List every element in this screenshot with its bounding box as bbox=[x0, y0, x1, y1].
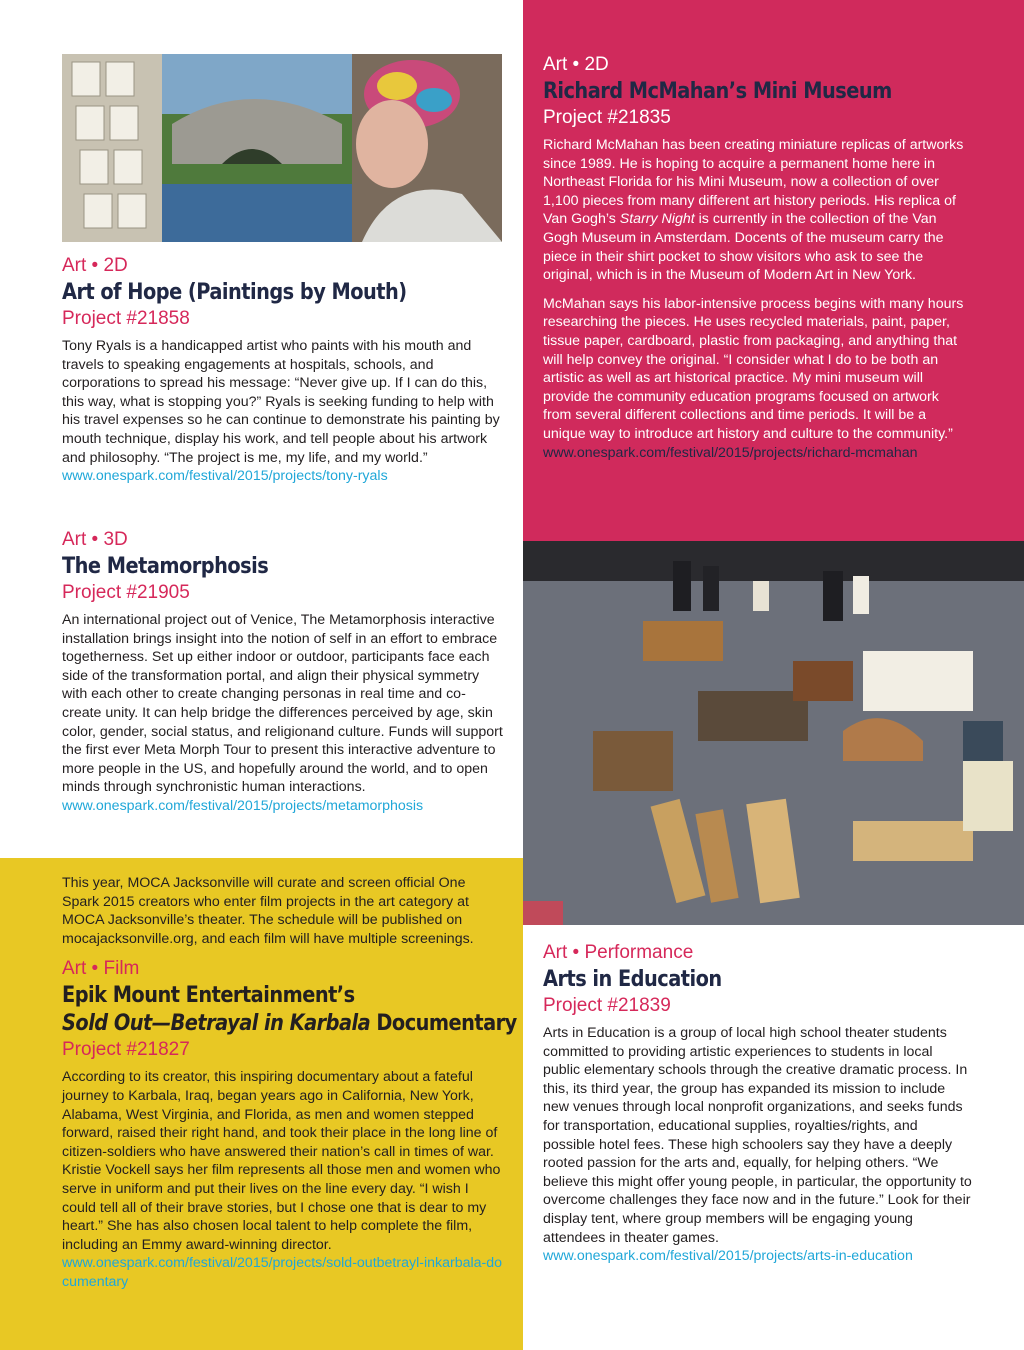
mini-museum-paragraph-1-start: Richard McMahan has been creating miniature replicas of artworks since 1989. He is hoping to acquire a permanent home here in Northeast Florida for his Mini Museum, now a collection of over 1,100 pieces from many different art history periods. His replica of Van Gogh’s bbox=[543, 137, 964, 228]
moca-intro: This year, MOCA Jacksonville will curate and screen official One Spark 2015 creators who enter film projects in the art category at MOCA Jacksonville’s theater. The schedule will be published on mocajacksonville.org, and each film will have multiple screenings. bbox=[62, 875, 474, 947]
film-title-italic: Sold Out—Betrayal in Karbala bbox=[62, 1011, 371, 1037]
metamorphosis-category: Art • 3D bbox=[62, 529, 128, 550]
painting-artist-photo bbox=[62, 54, 502, 242]
art-of-hope-link[interactable]: www.onespark.com/festival/2015/projects/tony-ryals bbox=[62, 468, 388, 485]
mini-museum-project-number: Project #21835 bbox=[543, 107, 671, 128]
arts-in-education-section bbox=[543, 942, 973, 1266]
film-category: Art • Film bbox=[62, 958, 140, 980]
art-of-hope-category: Art • 2D bbox=[62, 255, 128, 276]
film-title-suffix: Documentary bbox=[370, 1011, 517, 1037]
art-of-hope-description: Tony Ryals is a handicapped artist who paints with his mouth and travels to speaking engagements at hospitals, schools, and corporations to spread his message: “Never give up. If I can do this, this way, what is stopping you?” Ryals is seeking funding to help with his travel expenses so he can continue to demonstrate his painting by mouth technique, display his work, and tell people about his artwork and philosophy. “The project is me, my life, and my world.” bbox=[62, 338, 500, 466]
metamorphosis-link[interactable]: www.onespark.com/festival/2015/projects/metamorphosis bbox=[62, 797, 424, 814]
film-description: According to its creator, this inspiring documentary about a fateful journey to Karbala, Iraq, began years ago in California, New York, Alabama, West Virginia, and Florida, as men and women stepped forward, raised their right hand, and took their place in the long line of citizen-soldiers who have answered their nation’s call in times of war. Kristie Vockell says her film represents all those men and women who serve in uniform and put their lives on the line every day. “I wish I could tell all of their brave stories, but I chose one that is dear to my heart.” She has also chosen local talent to help complete the film, including an Emmy award-winning director. bbox=[62, 1069, 501, 1253]
education-category: Art • Performance bbox=[543, 942, 694, 963]
mini-museum-category: Art • 2D bbox=[543, 54, 609, 75]
education-project-number: Project #21839 bbox=[543, 995, 671, 1016]
film-link[interactable]: www.onespark.com/festival/2015/projects/sold-outbetrayl-inkarbala-documentary bbox=[62, 1255, 503, 1290]
education-title: Arts in Education bbox=[543, 967, 722, 992]
mini-museum-section bbox=[543, 54, 968, 462]
metamorphosis-title: The Metamorphosis bbox=[62, 554, 269, 579]
metamorphosis-description: An international project out of Venice, The Metamorphosis interactive installation brings insight into the notion of self in an effort to embrace togetherness. Set up either indoor or outdoor, participants face each side of the transformation portal, and align their physical symmetry with each other to create changing personas in real time and co-create unity. It can help bridge the differences perceived by age, skin color, gender, social status, and religionand culture. Funds will support the first ever Meta Morph Tour to present this interactive adventure to more people in the US, and hopefully around the world, and to open minds through synchronistic human interactions. bbox=[62, 612, 503, 796]
starry-night-title: Starry Night bbox=[619, 211, 695, 228]
mini-museum-title: Richard McMahan’s Mini Museum bbox=[543, 79, 892, 104]
metamorphosis-section bbox=[62, 529, 504, 816]
art-of-hope-project-number: Project #21858 bbox=[62, 308, 190, 329]
metamorphosis-project-number: Project #21905 bbox=[62, 582, 190, 603]
mini-museum-paragraph-2: McMahan says his labor-intensive process begins with many hours researching the pieces. He uses recycled materials, paint, paper, tissue paper, cardboard, plastic from packaging, and anything that will help convey the original. “I consider what I do to be both an artistic as well as art historical practice. My mini museum will provide the community education programs focused on artwork from several different collections and time periods. It will be a unique way to introduce art history and culture to the community.” bbox=[543, 295, 964, 442]
education-description: Arts in Education is a group of local high school theater students committed to providing artistic experiences to students in local public elementary schools through the creative dramatic process. In this, its third year, the group has expanded its mission to include new venues through local nonprofit organizations, and seeks funds for transportation, educational supplies, royalties/rights, and possible hotel fees. These high schoolers say they have a deeply rooted passion for the arts and, equally, for helping others. “We believe this might offer young people, in particular, the opportunity to overcome challenges they face now and in the future.” Look for their display tent, where group members will be engaging young attendees in theater games. bbox=[543, 1025, 972, 1246]
mini-museum-paragraph-1 bbox=[543, 136, 968, 285]
film-section bbox=[62, 874, 517, 1292]
miniature-collection-illustration bbox=[523, 541, 1024, 925]
painting-artist-illustration bbox=[62, 54, 502, 242]
film-title-line-1: Epik Mount Entertainment’s bbox=[62, 983, 355, 1009]
mini-museum-paragraph-1-end: is currently in the collection of the Van Gogh Museum in Amsterdam. Docents of the museum carry the piece in their shirt pocket to show visitors who ask to see the original, which is in the Museum of Modern Art in New York. bbox=[543, 211, 944, 284]
education-link[interactable]: www.onespark.com/festival/2015/projects/arts-in-education bbox=[543, 1248, 913, 1265]
mini-museum-link[interactable]: www.onespark.com/festival/2015/projects/richard-mcmahan bbox=[543, 444, 918, 461]
miniature-collection-photo bbox=[523, 541, 1024, 925]
art-of-hope-section bbox=[62, 255, 504, 486]
film-project-number: Project #21827 bbox=[62, 1039, 190, 1061]
film-title-line-2 bbox=[62, 1010, 517, 1038]
art-of-hope-title: Art of Hope (Paintings by Mouth) bbox=[62, 280, 407, 305]
